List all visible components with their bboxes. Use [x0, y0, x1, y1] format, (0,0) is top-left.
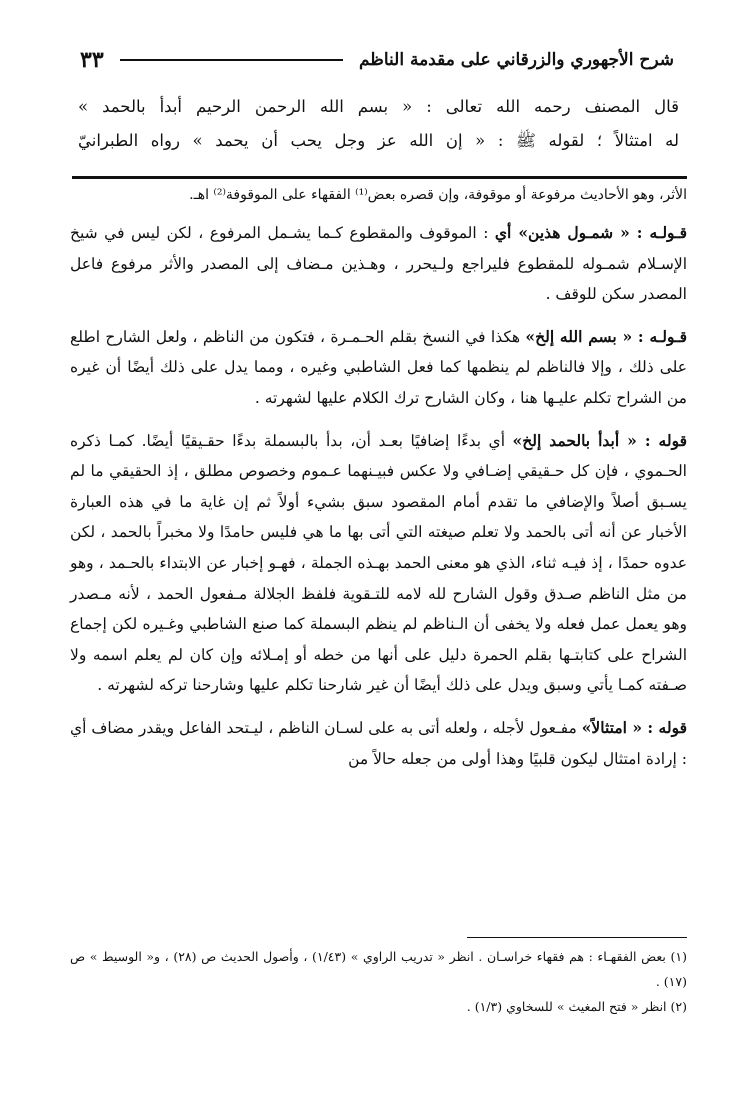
footnotes [70, 944, 687, 1019]
matn-line-2: له امتثالاً ؛ لقوله ﷺ : « إن الله عز وجل يحب أن يحمد » رواه الطبرانيّ [78, 131, 679, 150]
paragraph-keyword: قـولـه : « شمـول هذين» أي [494, 223, 688, 242]
running-header [80, 40, 674, 80]
matn-text [78, 90, 679, 158]
commentary-paragraph-2 [70, 218, 687, 310]
paragraph-text: مفـعول لأجله ، ولعله أتى به على لسـان الناظم ، ليـتحد الفاعل ويقدر مضاف أي : إرادة امتثال ليكون قلبيًا وهذا أولى من جعله حالاً من [70, 718, 687, 768]
paragraph-keyword: قوله : « أبدأ بالحمد إلخ» [512, 430, 687, 450]
matn-line-1: قال المصنف رحمه الله تعالى : « بسم الله الرحمن الرحيم أبدأ بالحمد » [78, 97, 679, 116]
paragraph-text: : الموقوف والمقطوع كـما يشـمل المرفوع ، لكن ليس في شيخ الإسـلام شمـوله للمقطوع فليراجع ولـيحرر ، وهـذين مـضاف إلى المصدر والأثر مرفوع فاعل المصدر سكن للوقف . [70, 224, 687, 304]
footnote-1: (١) بعض الفقهـاء : هم فقهاء خراسـان . انظر « تدريب الراوي » (١/٤٣) ، وأصول الحديث ص (٢٨) ، و« الوسيط » ص (١٧) . [70, 949, 687, 989]
footnote-divider [467, 937, 687, 938]
paragraph-keyword: قـولـه : « بسم الله إلخ» [525, 326, 687, 346]
paragraph-keyword: قوله : « امتثالاً» [581, 717, 687, 737]
commentary-paragraph-5 [70, 713, 687, 774]
section-divider [72, 176, 687, 179]
footnote-2: (٢) انظر « فتح المغيث » للسخاوي (١/٣) . [466, 999, 687, 1014]
commentary-paragraph-4 [70, 426, 687, 701]
paragraph-text: هكذا في النسخ بقلم الحـمـرة ، فتكون من الناظم ، ولعل الشارح اطلع على ذلك ، وإلا فالناظم لم ينظمها كما فعل الشاطبي وغيره ، ومما يدل على ذلك أيضًا أن غيره من الشراح تكلم عليـها هنا ، وكان الشارح ترك الكلام عليها لشهرته . [70, 327, 687, 407]
commentary-body [70, 180, 687, 786]
paragraph-text: أي بدءًا إضافيًا بعـد أن، بدأ بالبسملة بدءًا حقـيقيًا أيضًا. كمـا ذكره الحـموي ، فإن كل حـقيقي إضـافي ولا عكس فبيـنهما عـموم وخصوص مطلق ، إذ الحقيقي ما لم يسـبق أصلاً والإضافي ما تقدم أمام المقصود سبق بشيء أولاً ثم إن غاية ما في هذه العبارة الأخبار عن أنه أتى بالحمد ولا تعلم صيغته التي أتى بها ما هي فليس حامدًا ولا مخبراً بالحمد ، لكن عدوه حمدًا ، إذ فيـه ثناء، الذي هو معنى الحمد بهـذه الجملة ، فهـو إخبار عن الابتداء بالحـمد ، وهو من مثل الناظم صـدق وقول الشارح لله لامه للتـقوية فلفظ الجلالة مـفعول الحمد ، لأنه مـصدر وهو يعمل عمل فعله ولا يخفى أن الـناظم لم ينظم البسملة كما صنع الشاطبي وغـيره لكن إجماع الشراح على كتابتـها بقلم الحمرة دليل على أنها من خطه أو إمـلائه وإن كان لم يعلم اسمه ولا صـفته كمـا يأتي وسبق ويدل على ذلك أيضًا أن غير شارحنا تكلم عليها وشارحنا تركه لشهرته . [70, 431, 687, 695]
header-rule [120, 59, 343, 61]
commentary-paragraph-3 [70, 322, 687, 414]
page-number: ٣٣ [80, 47, 104, 73]
header-title: شرح الأجهوري والزرقاني على مقدمة الناظم [358, 50, 674, 70]
commentary-paragraph-1: الأثر، وهو الأحاديث مرفوعة أو موقوفة، وإن قصره بعض⁽¹⁾ الفقهاء على الموقوفة⁽²⁾ اهـ. [189, 187, 687, 203]
